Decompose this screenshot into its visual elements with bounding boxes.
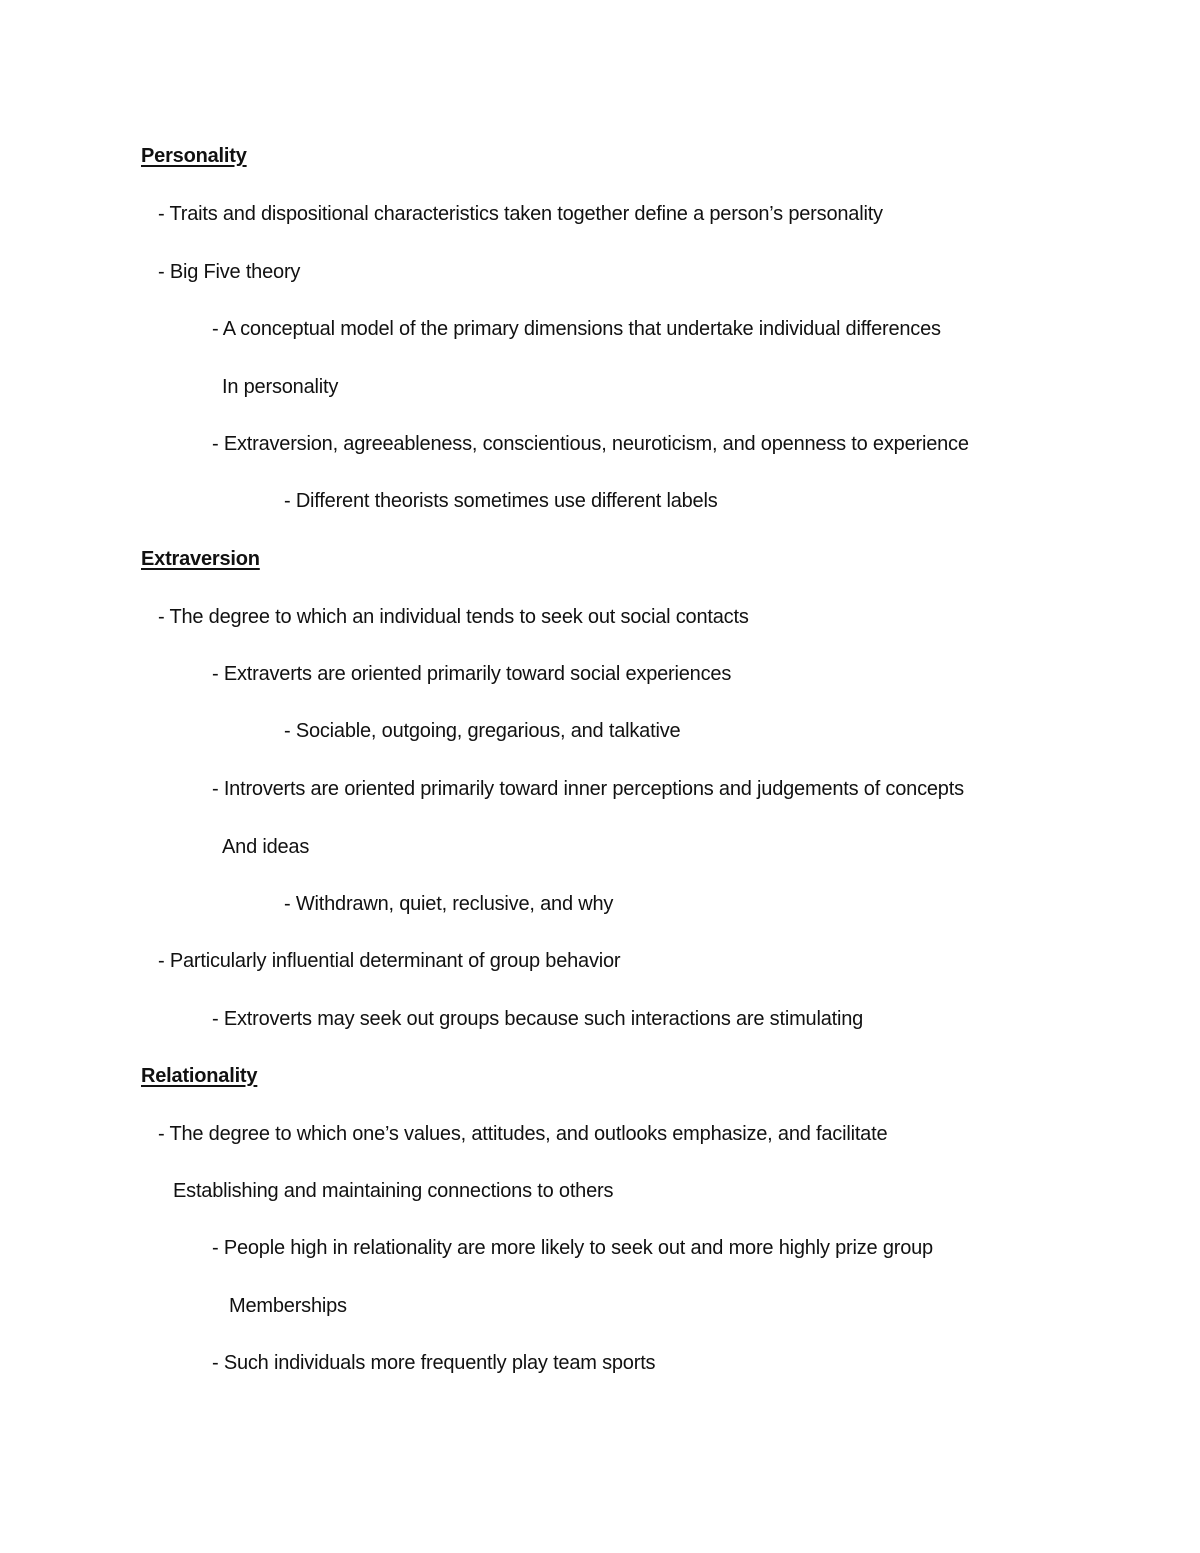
sub-bullet-introverts: - Introverts are oriented primarily toward inner perceptions and judgements of concepts [212, 778, 964, 800]
sub-bullet-extroverts-groups: - Extroverts may seek out groups because such interactions are stimulating [212, 1008, 864, 1030]
sub-bullet-conceptual-model: - A conceptual model of the primary dimensions that undertake individual differences [212, 318, 941, 340]
continuation-establishing: Establishing and maintaining connections to others [173, 1180, 614, 1202]
section-heading-extraversion: Extraversion [141, 548, 260, 570]
section-heading-personality: Personality [141, 145, 247, 167]
bullet-big-five: - Big Five theory [158, 261, 301, 283]
sub-bullet-five-dimensions: - Extraversion, agreeableness, conscientious, neuroticism, and openness to experience [212, 433, 969, 455]
continuation-and-ideas: And ideas [222, 836, 310, 858]
continuation-memberships: Memberships [229, 1295, 347, 1317]
sub-sub-bullet-labels: - Different theorists sometimes use different labels [284, 490, 718, 512]
sub-sub-bullet-sociable: - Sociable, outgoing, gregarious, and talkative [284, 720, 681, 742]
sub-bullet-people-high: - People high in relationality are more likely to seek out and more highly prize group [212, 1237, 933, 1259]
continuation-in-personality: In personality [222, 376, 339, 398]
bullet-degree-values: - The degree to which one’s values, attitudes, and outlooks emphasize, and facilitate [158, 1123, 888, 1145]
section-heading-relationality: Relationality [141, 1065, 258, 1087]
sub-bullet-extraverts: - Extraverts are oriented primarily toward social experiences [212, 663, 732, 685]
bullet-group-behavior: - Particularly influential determinant of group behavior [158, 950, 621, 972]
bullet-traits: - Traits and dispositional characteristics taken together define a person’s personality [158, 203, 883, 225]
sub-bullet-team-sports: - Such individuals more frequently play team sports [212, 1352, 656, 1374]
bullet-degree-social-contacts: - The degree to which an individual tends to seek out social contacts [158, 606, 749, 628]
sub-sub-bullet-withdrawn: - Withdrawn, quiet, reclusive, and why [284, 893, 614, 915]
